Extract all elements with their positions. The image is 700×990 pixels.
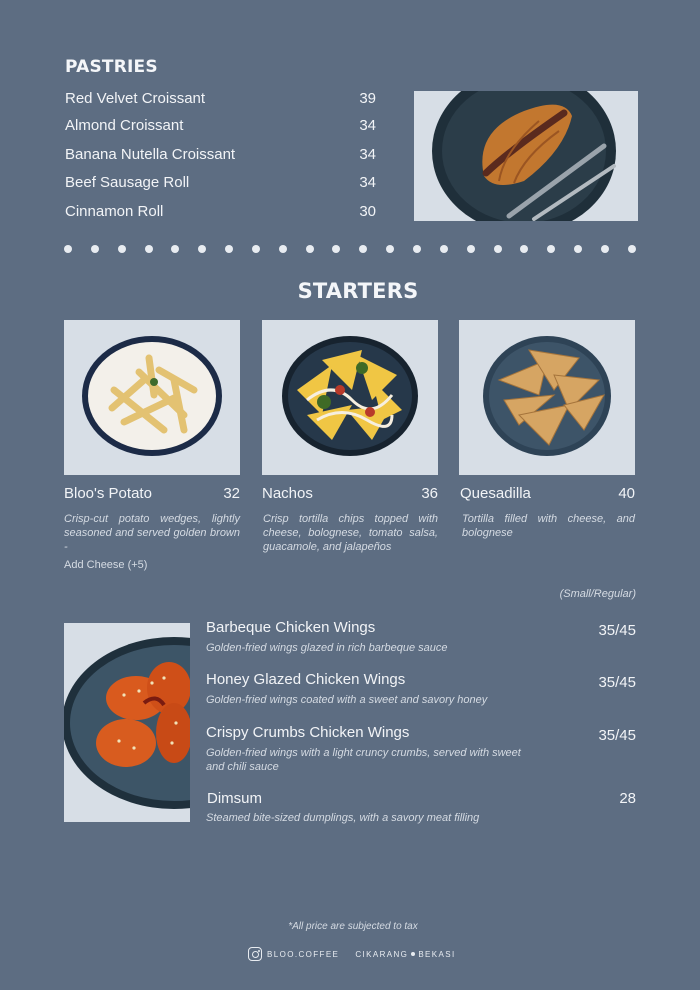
menu-item [65, 90, 376, 112]
item-price: 35/45 [598, 727, 636, 744]
size-note: (Small/Regular) [559, 588, 636, 600]
wings-photo [64, 623, 190, 822]
menu-item [65, 146, 376, 168]
item-description: Steamed bite-sized dumplings, with a savory meat filling [206, 812, 480, 824]
location-region: BEKASI [418, 949, 456, 959]
item-description: Golden-fried wings with a light cruncy crumbs, served with sweet and chili sauce [206, 747, 521, 773]
nachos-photo [262, 320, 438, 475]
item-price: 34 [359, 146, 376, 163]
item-price: 30 [359, 203, 376, 220]
menu-item [65, 203, 376, 225]
item-addon: Add Cheese (+5) [64, 559, 148, 571]
item-name: Nachos [262, 485, 313, 502]
item-price: 35/45 [598, 674, 636, 691]
item-price: 34 [359, 117, 376, 134]
instagram-icon [248, 947, 262, 961]
item-name: Almond Croissant [65, 117, 184, 134]
item-description: Golden-fried wings coated with a sweet and savory honey [206, 694, 488, 706]
item-name: Barbeque Chicken Wings [206, 619, 376, 636]
potato-photo [64, 320, 240, 475]
item-name: Quesadilla [460, 485, 531, 502]
item-name: Honey Glazed Chicken Wings [206, 671, 406, 688]
item-price: 36 [421, 485, 438, 502]
item-name: Banana Nutella Croissant [65, 146, 236, 163]
item-price: 39 [359, 90, 376, 107]
instagram-handle: BLOO.COFFEE [267, 949, 340, 959]
item-price: 32 [223, 485, 240, 502]
quesadilla-photo [459, 320, 635, 475]
item-name: Crispy Crumbs Chicken Wings [206, 724, 410, 741]
item-name: Bloo's Potato [64, 485, 152, 502]
item-name: Cinnamon Roll [65, 203, 164, 220]
menu-item [65, 174, 376, 196]
dot-separator-icon [411, 952, 415, 956]
item-price: 28 [619, 790, 636, 807]
item-price: 40 [618, 485, 635, 502]
footer [248, 946, 456, 962]
item-description: Tortilla filled with cheese, and bolognese [462, 513, 635, 539]
dotted-divider [64, 243, 636, 255]
item-description: Crisp tortilla chips topped with cheese, bolognese, tomato salsa, guacamole, and jalapeños [263, 513, 438, 553]
item-price: 35/45 [598, 622, 636, 639]
item-name: Dimsum [207, 790, 262, 807]
pastries-heading: PASTRIES [65, 57, 158, 77]
menu-item [65, 117, 376, 139]
croissant-photo [414, 91, 638, 221]
starters-heading: STARTERS [297, 279, 419, 303]
item-description: Crisp-cut potato wedges, lightly seasoned and served golden brown - [64, 513, 240, 553]
item-name: Beef Sausage Roll [65, 174, 190, 191]
tax-note: *All price are subjected to tax [288, 921, 418, 932]
location-city: CIKARANG [355, 949, 409, 959]
item-price: 34 [359, 174, 376, 191]
item-name: Red Velvet Croissant [65, 90, 206, 107]
item-description: Golden-fried wings glazed in rich barbeque sauce [206, 642, 448, 654]
